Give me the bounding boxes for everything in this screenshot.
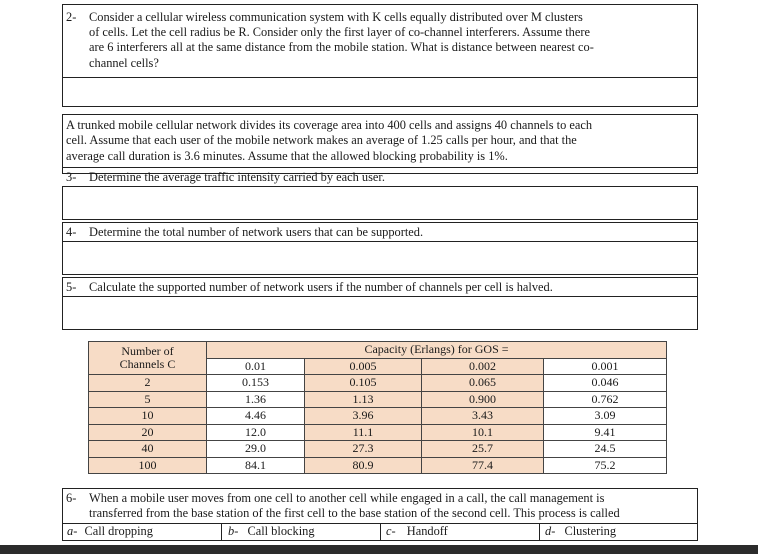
- option-a[interactable]: [67, 524, 153, 538]
- capacity-cell: 0.762: [544, 391, 667, 408]
- question-4-number: 4-: [66, 225, 77, 239]
- channels-cell: 40: [89, 441, 207, 458]
- option-c[interactable]: [386, 524, 448, 538]
- option-b-text: Call blocking: [247, 524, 315, 538]
- option-c-letter: c-: [386, 524, 396, 538]
- option-c-text: Handoff: [406, 524, 448, 538]
- context-line-1: A trunked mobile cellular network divides its coverage area into 400 cells and assigns 40 channels to each: [66, 118, 593, 132]
- context-divider: [62, 167, 698, 168]
- capacity-cell: 12.0: [207, 424, 305, 441]
- option-divider: [539, 523, 540, 541]
- table-row: [89, 375, 667, 392]
- option-b-letter: b-: [228, 524, 239, 538]
- question-2-number: 2-: [66, 10, 77, 24]
- answer-box-3[interactable]: [62, 186, 698, 220]
- question-2-line-2: of cells. Let the cell radius be R. Consider only the first layer of co-channel interferers. Assume there: [89, 25, 590, 39]
- option-divider: [380, 523, 381, 541]
- channels-cell: 2: [89, 375, 207, 392]
- capacity-cell: 11.1: [305, 424, 422, 441]
- capacity-cell: 80.9: [305, 457, 422, 474]
- capacity-header: Capacity (Erlangs) for GOS =: [207, 342, 667, 359]
- capacity-cell: 4.46: [207, 408, 305, 425]
- bottom-bar: [0, 545, 758, 554]
- capacity-cell: 3.43: [422, 408, 544, 425]
- question-3-text: Determine the average traffic intensity carried by each user.: [89, 170, 385, 184]
- capacity-cell: 0.153: [207, 375, 305, 392]
- capacity-cell: 84.1: [207, 457, 305, 474]
- capacity-cell: 27.3: [305, 441, 422, 458]
- gos-header: 0.01: [207, 358, 305, 375]
- channels-header: [89, 342, 207, 375]
- table-row: [89, 441, 667, 458]
- answer-box-5[interactable]: [62, 296, 698, 330]
- table-row: [89, 408, 667, 425]
- capacity-cell: 9.41: [544, 424, 667, 441]
- channels-cell: 10: [89, 408, 207, 425]
- gos-header: 0.002: [422, 358, 544, 375]
- table-row: [89, 424, 667, 441]
- erlang-capacity-table: [88, 341, 667, 474]
- question-6-number: 6-: [66, 491, 77, 505]
- channels-cell: 100: [89, 457, 207, 474]
- question-2-line-4: channel cells?: [89, 56, 159, 70]
- channels-header-line-1: Number of: [121, 344, 174, 358]
- option-a-letter: a-: [67, 524, 78, 538]
- question-2-line-1: Consider a cellular wireless communication system with K cells equally distributed over M clusters: [89, 10, 583, 24]
- capacity-cell: 24.5: [544, 441, 667, 458]
- capacity-cell: 3.09: [544, 408, 667, 425]
- context-line-3: average call duration is 3.6 minutes. Assume that the allowed blocking probability is 1%.: [66, 149, 508, 163]
- capacity-cell: 1.36: [207, 391, 305, 408]
- capacity-cell: 1.13: [305, 391, 422, 408]
- option-divider: [221, 523, 222, 541]
- capacity-cell: 0.900: [422, 391, 544, 408]
- option-b[interactable]: [228, 524, 315, 538]
- capacity-cell: 0.065: [422, 375, 544, 392]
- capacity-cell: 10.1: [422, 424, 544, 441]
- option-d-letter: d-: [545, 524, 556, 538]
- question-4-text: Determine the total number of network users that can be supported.: [89, 225, 424, 239]
- capacity-cell: 75.2: [544, 457, 667, 474]
- question-6-line-1: When a mobile user moves from one cell to another cell while engaged in a call, the call management is: [89, 491, 605, 505]
- table-row: [89, 391, 667, 408]
- channels-cell: 5: [89, 391, 207, 408]
- gos-header: 0.005: [305, 358, 422, 375]
- option-d[interactable]: [545, 524, 616, 538]
- question-5-number: 5-: [66, 280, 77, 294]
- question-3-number: 3-: [66, 170, 77, 184]
- capacity-cell: 3.96: [305, 408, 422, 425]
- table-row: [89, 457, 667, 474]
- capacity-cell: 0.046: [544, 375, 667, 392]
- capacity-cell: 0.105: [305, 375, 422, 392]
- context-line-2: cell. Assume that each user of the mobile network makes an average of 1.25 calls per hour, and that the: [66, 133, 577, 147]
- channels-header-line-2: Channels C: [119, 357, 176, 371]
- question-5-text: Calculate the supported number of network users if the number of channels per cell is halved.: [89, 280, 553, 294]
- answer-box-2[interactable]: [62, 77, 698, 107]
- option-a-text: Call dropping: [84, 524, 153, 538]
- option-d-text: Clustering: [564, 524, 617, 538]
- capacity-cell: 77.4: [422, 457, 544, 474]
- channels-cell: 20: [89, 424, 207, 441]
- gos-header: 0.001: [544, 358, 667, 375]
- question-6-line-2: transferred from the base station of the first cell to the base station of the second cell. This process is called: [89, 506, 620, 520]
- capacity-cell: 25.7: [422, 441, 544, 458]
- question-2-line-3: are 6 interferers all at the same distance from the mobile station. What is distance between nearest co-: [89, 40, 594, 54]
- answer-box-4[interactable]: [62, 241, 698, 275]
- capacity-cell: 29.0: [207, 441, 305, 458]
